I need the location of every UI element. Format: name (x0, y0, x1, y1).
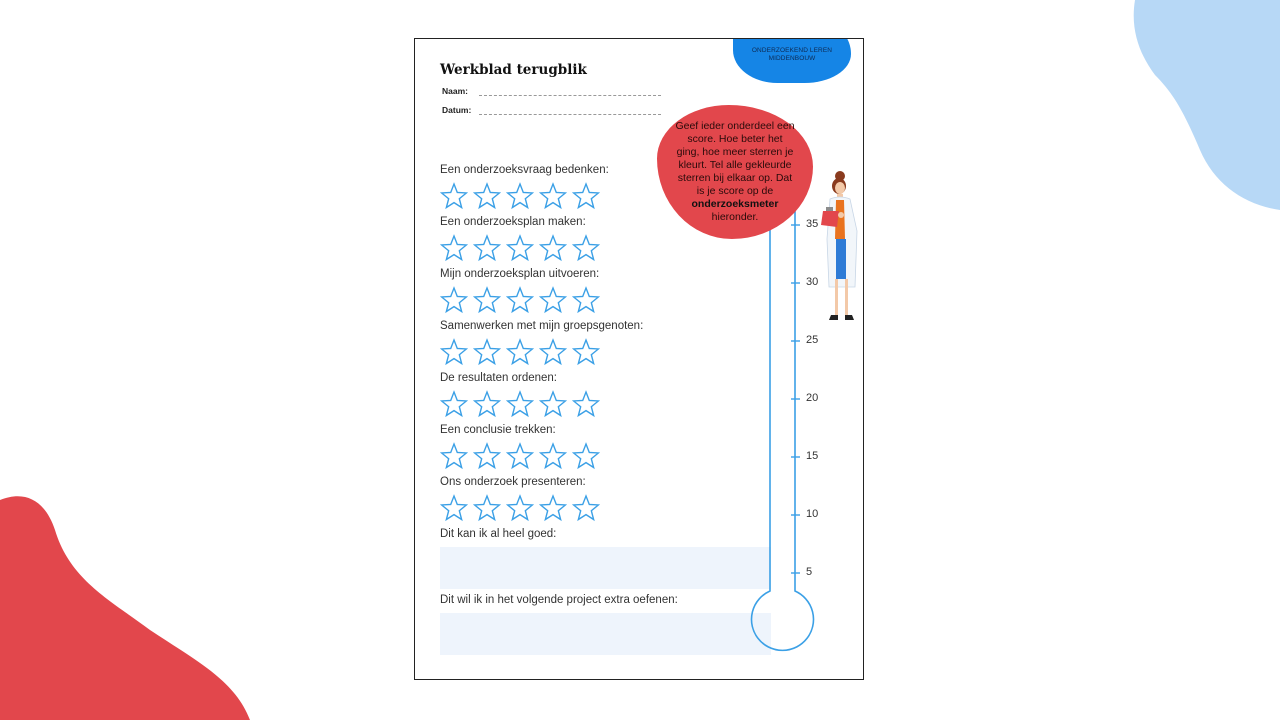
meter-tick-20: 20 (806, 392, 819, 404)
category-label-results: De resultaten ordenen: (440, 372, 557, 384)
page-title: Werkblad terugblik (440, 62, 587, 78)
date-label: Datum: (442, 105, 472, 115)
prompt-practice-label: Dit wil ik in het volgende project extra oefenen: (440, 594, 678, 606)
meter-tick-30: 30 (806, 276, 819, 288)
instruction-bold: onderzoeksmeter (691, 198, 779, 210)
decor-blob-blue (1065, 0, 1280, 215)
meter-tick-35: 35 (806, 218, 819, 230)
instruction-text: Geef ieder onderdeel een score. Hoe beter het ging, hoe meer sterren je kleurt. Tel alle gekleurde sterren bij elkaar op. Dat is je score op de (675, 120, 795, 197)
instruction-bubble (657, 105, 813, 239)
decor-blob-red (0, 490, 255, 720)
prompt-good-label: Dit kan ik al heel goed: (440, 528, 557, 540)
category-label-present: Ons onderzoek presenteren: (440, 476, 586, 488)
badge-line-2: MIDDENBOUW (768, 55, 816, 62)
meter-tick-5: 5 (806, 566, 813, 578)
worksheet (414, 38, 864, 680)
category-label-conclusion: Een conclusie trekken: (440, 424, 556, 436)
name-label: Naam: (442, 86, 468, 96)
category-label-plan: Een onderzoeksplan maken: (440, 216, 586, 228)
instruction-text-end: hieronder. (711, 211, 759, 223)
scientist-illustration (817, 169, 864, 325)
category-label-collaborate: Samenwerken met mijn groepsgenoten: (440, 320, 644, 332)
badge-line-1: ONDERZOEKEND LEREN (751, 47, 833, 54)
meter-tick-10: 10 (806, 508, 819, 520)
meter-tick-15: 15 (806, 450, 819, 462)
category-label-question: Een onderzoeksvraag bedenken: (440, 164, 609, 176)
meter-tick-25: 25 (806, 334, 819, 346)
category-label-execute: Mijn onderzoeksplan uitvoeren: (440, 268, 600, 280)
